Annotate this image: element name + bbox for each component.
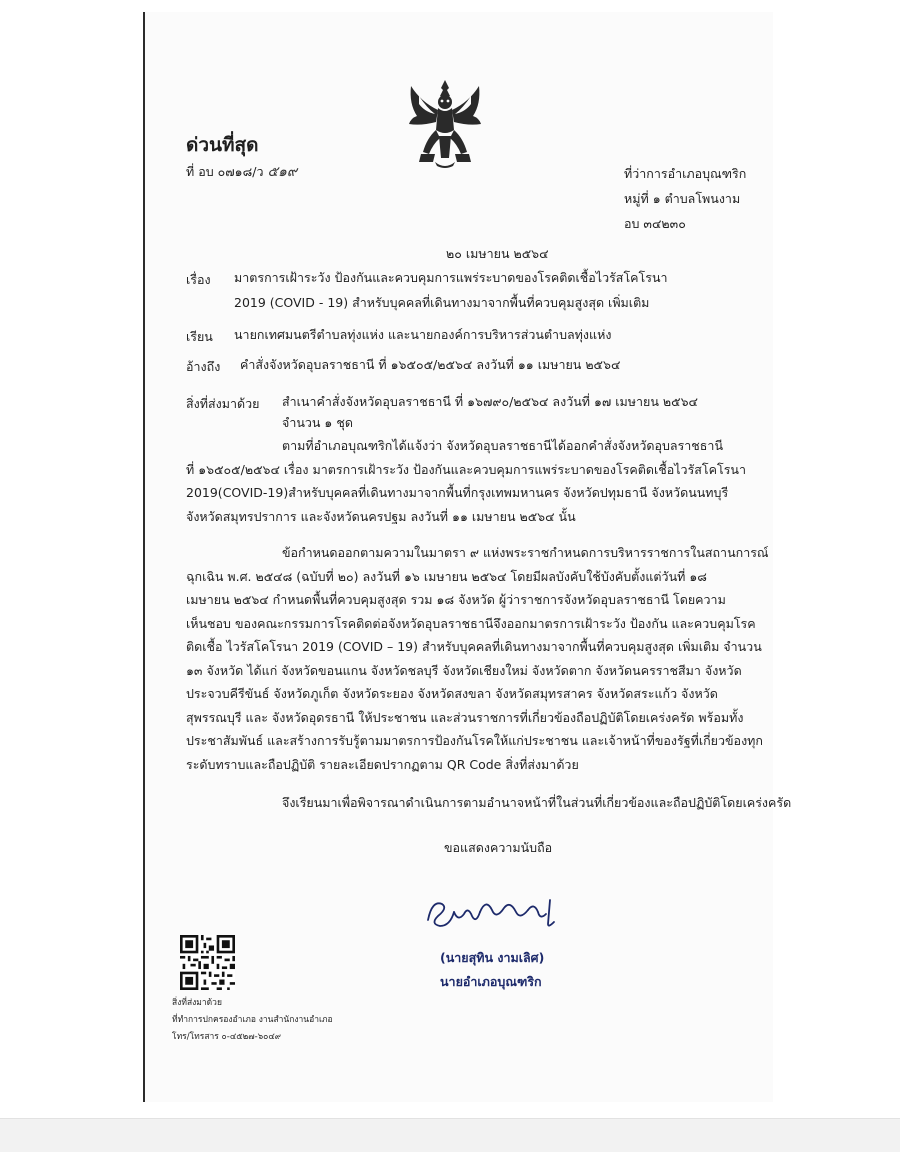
recipient-label: เรียน (186, 329, 213, 344)
recipient-text: นายกเทศมนตรีตำบลทุ่งแห่ง และนายกองค์การบริหารส่วนตำบลทุ่งแห่ง (234, 327, 612, 342)
signer-title: นายอำเภอบุณฑริก (440, 974, 542, 989)
handwritten-signature (420, 890, 575, 940)
enclosure-label: สิ่งที่ส่งมาด้วย (186, 396, 260, 411)
footer-line-1: สิ่งที่ส่งมาด้วย (172, 998, 222, 1008)
closing-salutation: ขอแสดงความนับถือ (444, 840, 553, 855)
sender-address-line-2: หมู่ที่ ๑ ตำบลโพนงาม (624, 191, 741, 206)
paragraph-2-line-7: ประจวบคีรีขันธ์ จังหวัดภูเก็ต จังหวัดระยอง จังหวัดสงขลา จังหวัดสมุทรสาคร จังหวัดสระแก้ว จังหวัด (186, 686, 718, 701)
paragraph-2-line-2: ฉุกเฉิน พ.ศ. ๒๕๔๘ (ฉบับที่ ๒๐) ลงวันที่ ๑๖ เมษายน ๒๕๖๔ โดยมีผลบังคับใช้บังคับตั้งแต่วันที่ ๑๘ (186, 568, 707, 584)
footer-line-2: ที่ทำการปกครองอำเภอ งานสำนักงานอำเภอ (172, 1015, 333, 1025)
document-number-prefix: ที่ อบ ๐๗๑๘/ว (186, 164, 264, 179)
reference-text: คำสั่งจังหวัดอุบลราชธานี ที่ ๑๖๕๐๕/๒๕๖๔ ลงวันที่ ๑๑ เมษายน ๒๕๖๔ (240, 357, 621, 372)
qr-code-icon (180, 935, 235, 990)
page-left-edge (143, 12, 145, 1102)
paragraph-1-line-1: ตามที่อำเภอบุณฑริกได้แจ้งว่า จังหวัดอุบลราชธานีได้ออกคำสั่งจังหวัดอุบลราชธานี (282, 438, 723, 453)
paragraph-1-line-4: จังหวัดสมุทรปราการ และจังหวัดนครปฐม ลงวันที่ ๑๑ เมษายน ๒๕๖๔ นั้น (186, 508, 576, 524)
sender-address-line-3: อบ ๓๔๒๓๐ (624, 216, 686, 231)
thai-garuda-emblem-icon (405, 78, 485, 170)
viewer-bottom-bar (0, 1118, 900, 1152)
body-paragraph-1 (186, 434, 751, 528)
sender-address-line-1: ที่ว่าการอำเภอบุณฑริก (624, 166, 747, 181)
subject-line-2: 2019 (COVID - 19) สำหรับบุคคลที่เดินทางมาจากพื้นที่ควบคุมสูงสุด เพิ่มเติม (234, 295, 650, 310)
enclosure-line-1: สำเนาคำสั่งจังหวัดอุบลราชธานี ที่ ๑๖๗๙๐/๒๕๖๔ ลงวันที่ ๑๗ เมษายน ๒๕๖๔ (282, 394, 698, 409)
body-paragraph-2 (186, 541, 769, 776)
body-paragraph-3: จึงเรียนมาเพื่อพิจารณาดำเนินการตามอำนาจหน้าที่ในส่วนที่เกี่ยวข้องและถือปฏิบัติโดยเคร่งครัด (282, 795, 792, 810)
document-number (186, 164, 297, 180)
footer-line-3: โทร/โทรสาร ๐-๔๕๒๗-๖๐๔๙ (172, 1032, 281, 1042)
paragraph-2-line-4: เห็นชอบ ของคณะกรรมการโรคติดต่อจังหวัดอุบลราชธานีจึงออกมาตรการเฝ้าระวัง ป้องกัน และควบคุมโรค (186, 615, 756, 631)
paragraph-1-line-3: 2019(COVID-19)สำหรับบุคคลที่เดินทางมาจากพื้นที่กรุงเทพมหานคร จังหวัดปทุมธานี จังหวัดนนทบุรี (186, 485, 729, 500)
paragraph-1-line-2: ที่ ๑๖๕๐๕/๒๕๖๔ เรื่อง มาตรการเฝ้าระวัง ป้องกันและควบคุมการแพร่ระบาดของโรคติดเชื้อไวรัสโคโรนา (186, 461, 746, 477)
subject-label: เรื่อง (186, 272, 211, 287)
subject-line-1: มาตรการเฝ้าระวัง ป้องกันและควบคุมการแพร่ระบาดของโรคติดเชื้อไวรัสโคโรนา (234, 270, 668, 285)
paragraph-2-line-3: เมษายน ๒๕๖๔ กำหนดพื้นที่ควบคุมสูงสุด รวม ๑๘ จังหวัด ผู้ว่าราชการจังหวัดอุบลราชธานี โดยความ (186, 592, 726, 607)
paragraph-2-line-5: ติดเชื้อ ไวรัสโคโรนา 2019 (COVID – 19) สำหรับบุคคลที่เดินทางมาจากพื้นที่ควบคุมสูงสุด เพิ่มเติม จำนวน (186, 639, 762, 654)
reference-label: อ้างถึง (186, 359, 221, 374)
document-date: ๒๐ เมษายน ๒๕๖๔ (446, 246, 549, 261)
paragraph-2-line-8: สุพรรณบุรี และ จังหวัดอุดรธานี ให้ประชาชน และส่วนราชการที่เกี่ยวข้องถือปฏิบัติโดยเคร่งครัด พร้อมทั้ง (186, 709, 744, 725)
urgency-label: ด่วนที่สุด (186, 134, 259, 156)
paragraph-2-line-10: ระดับทราบและถือปฏิบัติ รายละเอียดปรากฏตาม QR Code สิ่งที่ส่งมาด้วย (186, 756, 579, 772)
paragraph-2-line-6: ๑๓ จังหวัด ได้แก่ จังหวัดขอนแกน จังหวัดชลบุรี จังหวัดเชียงใหม่ จังหวัดตาก จังหวัดนครราชสีมา จังหวัด (186, 662, 742, 678)
paragraph-2-line-9: ประชาสัมพันธ์ และสร้างการรับรู้ตามมาตรการป้องกันโรคให้แก่ประชาชน และเจ้าหน้าที่ของรัฐที่เกี่ยวข้องทุก (186, 733, 763, 748)
paragraph-2-line-1: ข้อกำหนดออกตามความในมาตรา ๙ แห่งพระราชกำหนดการบริหารราชการในสถานการณ์ (282, 545, 769, 560)
document-number-handwritten: ๕๑๙ (267, 164, 298, 180)
enclosure-line-2: จำนวน ๑ ชุด (282, 415, 353, 430)
signer-name: (นายสุทิน งามเลิศ) (440, 950, 545, 965)
